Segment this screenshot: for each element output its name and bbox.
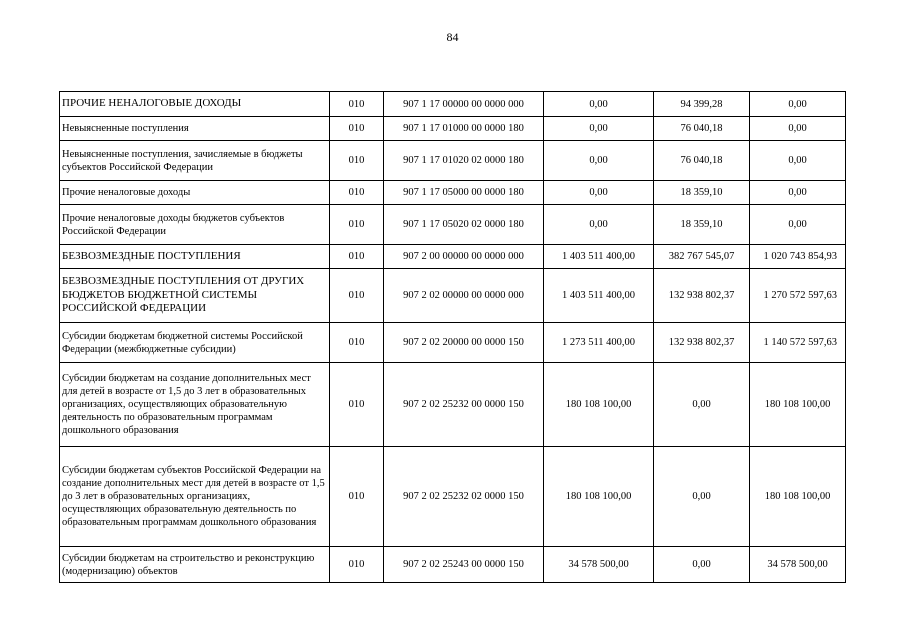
row-value-3: 180 108 100,00 xyxy=(750,363,846,447)
row-value-1: 180 108 100,00 xyxy=(544,447,654,547)
row-code: 010 xyxy=(330,181,384,205)
row-code: 010 xyxy=(330,323,384,363)
row-code: 010 xyxy=(330,547,384,583)
row-code: 010 xyxy=(330,245,384,269)
row-value-1: 0,00 xyxy=(544,181,654,205)
row-value-2: 0,00 xyxy=(654,363,750,447)
row-value-3: 0,00 xyxy=(750,141,846,181)
table-row xyxy=(60,547,846,583)
table-row xyxy=(60,245,846,269)
table-row xyxy=(60,447,846,547)
table-row xyxy=(60,141,846,181)
row-value-1: 0,00 xyxy=(544,92,654,117)
row-value-1: 1 403 511 400,00 xyxy=(544,245,654,269)
row-name: Невыясненные поступления xyxy=(60,117,330,141)
row-code: 010 xyxy=(330,92,384,117)
row-kbk: 907 1 17 00000 00 0000 000 xyxy=(384,92,544,117)
row-value-2: 382 767 545,07 xyxy=(654,245,750,269)
row-value-2: 0,00 xyxy=(654,547,750,583)
row-value-3: 1 270 572 597,63 xyxy=(750,269,846,323)
table-row xyxy=(60,181,846,205)
row-value-1: 1 403 511 400,00 xyxy=(544,269,654,323)
row-name: Невыясненные поступления, зачисляемые в бюджеты субъектов Российской Федерации xyxy=(60,141,330,181)
row-code: 010 xyxy=(330,363,384,447)
row-code: 010 xyxy=(330,205,384,245)
row-name: Субсидии бюджетам на создание дополнительных мест для детей в возрасте от 1,5 до 3 лет в образовательных организациях, осуществляющих образовательную деятельность по образовательным программам дошкольного образования xyxy=(60,363,330,447)
row-value-2: 76 040,18 xyxy=(654,141,750,181)
row-name: Субсидии бюджетам на строительство и реконструкцию (модернизацию) объектов xyxy=(60,547,330,583)
row-value-1: 34 578 500,00 xyxy=(544,547,654,583)
row-value-2: 76 040,18 xyxy=(654,117,750,141)
row-kbk: 907 1 17 05020 02 0000 180 xyxy=(384,205,544,245)
row-value-2: 132 938 802,37 xyxy=(654,323,750,363)
row-value-3: 0,00 xyxy=(750,205,846,245)
row-value-2: 0,00 xyxy=(654,447,750,547)
row-name: Субсидии бюджетам субъектов Российской Федерации на создание дополнительных мест для детей в возрасте от 1,5 до 3 лет в образовательных организациях, осуществляющих образовательную деятельность по образовательным программам дошкольного образования xyxy=(60,447,330,547)
table-row xyxy=(60,205,846,245)
table-row xyxy=(60,117,846,141)
row-value-1: 0,00 xyxy=(544,117,654,141)
row-code: 010 xyxy=(330,117,384,141)
row-value-1: 180 108 100,00 xyxy=(544,363,654,447)
row-name: Прочие неналоговые доходы xyxy=(60,181,330,205)
row-kbk: 907 1 17 01000 00 0000 180 xyxy=(384,117,544,141)
row-name: ПРОЧИЕ НЕНАЛОГОВЫЕ ДОХОДЫ xyxy=(60,92,330,117)
budget-income-table xyxy=(59,91,846,583)
row-name: БЕЗВОЗМЕЗДНЫЕ ПОСТУПЛЕНИЯ xyxy=(60,245,330,269)
row-kbk: 907 2 02 00000 00 0000 000 xyxy=(384,269,544,323)
row-kbk: 907 2 02 25232 02 0000 150 xyxy=(384,447,544,547)
row-value-3: 0,00 xyxy=(750,181,846,205)
row-name: Прочие неналоговые доходы бюджетов субъектов Российской Федерации xyxy=(60,205,330,245)
row-kbk: 907 1 17 01020 02 0000 180 xyxy=(384,141,544,181)
page-number: 84 xyxy=(446,30,459,44)
table-row xyxy=(60,92,846,117)
row-name: БЕЗВОЗМЕЗДНЫЕ ПОСТУПЛЕНИЯ ОТ ДРУГИХ БЮДЖЕТОВ БЮДЖЕТНОЙ СИСТЕМЫ РОССИЙСКОЙ ФЕДЕРАЦИИ xyxy=(60,269,330,323)
row-value-3: 1 020 743 854,93 xyxy=(750,245,846,269)
row-value-3: 0,00 xyxy=(750,117,846,141)
row-value-2: 18 359,10 xyxy=(654,181,750,205)
row-value-2: 132 938 802,37 xyxy=(654,269,750,323)
row-value-2: 94 399,28 xyxy=(654,92,750,117)
row-name: Субсидии бюджетам бюджетной системы Российской Федерации (межбюджетные субсидии) xyxy=(60,323,330,363)
row-kbk: 907 2 02 25243 00 0000 150 xyxy=(384,547,544,583)
row-value-3: 34 578 500,00 xyxy=(750,547,846,583)
table-row xyxy=(60,269,846,323)
row-code: 010 xyxy=(330,141,384,181)
row-kbk: 907 2 02 25232 00 0000 150 xyxy=(384,363,544,447)
table-row xyxy=(60,363,846,447)
row-value-1: 1 273 511 400,00 xyxy=(544,323,654,363)
row-code: 010 xyxy=(330,269,384,323)
row-kbk: 907 2 00 00000 00 0000 000 xyxy=(384,245,544,269)
row-value-3: 0,00 xyxy=(750,92,846,117)
row-value-1: 0,00 xyxy=(544,141,654,181)
row-value-3: 1 140 572 597,63 xyxy=(750,323,846,363)
row-code: 010 xyxy=(330,447,384,547)
row-kbk: 907 1 17 05000 00 0000 180 xyxy=(384,181,544,205)
row-kbk: 907 2 02 20000 00 0000 150 xyxy=(384,323,544,363)
table-row xyxy=(60,323,846,363)
row-value-3: 180 108 100,00 xyxy=(750,447,846,547)
row-value-1: 0,00 xyxy=(544,205,654,245)
row-value-2: 18 359,10 xyxy=(654,205,750,245)
